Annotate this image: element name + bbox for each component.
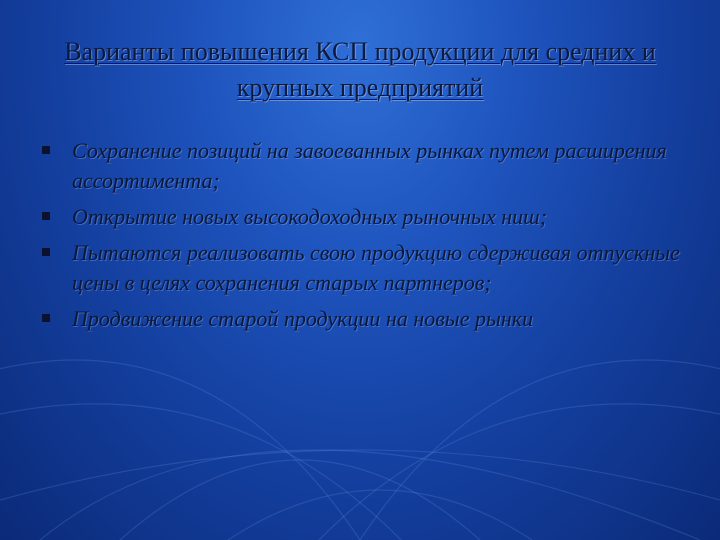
bullet-text: Открытие новых высокодоходных рыночных ниш;	[72, 204, 548, 229]
square-bullet-icon	[42, 146, 50, 154]
bullet-item	[40, 136, 690, 196]
square-bullet-icon	[42, 248, 50, 256]
square-bullet-icon	[42, 314, 50, 322]
bullet-text: Продвижение старой продукции на новые рынки	[72, 306, 534, 331]
bullet-text: Сохранение позиций на завоеванных рынках путем расширения ассортимента;	[72, 138, 667, 193]
bullet-item	[40, 202, 690, 232]
bullet-text: Пытаются реализовать свою продукцию сдерживая отпускные цены в целях сохранения старых партнеров;	[72, 240, 680, 295]
square-bullet-icon	[42, 212, 50, 220]
bullet-list	[40, 136, 690, 340]
slide-title: Варианты повышения КСП продукции для средних и крупных предприятий	[64, 37, 656, 102]
bullet-item	[40, 304, 690, 334]
bullet-item	[40, 238, 690, 298]
